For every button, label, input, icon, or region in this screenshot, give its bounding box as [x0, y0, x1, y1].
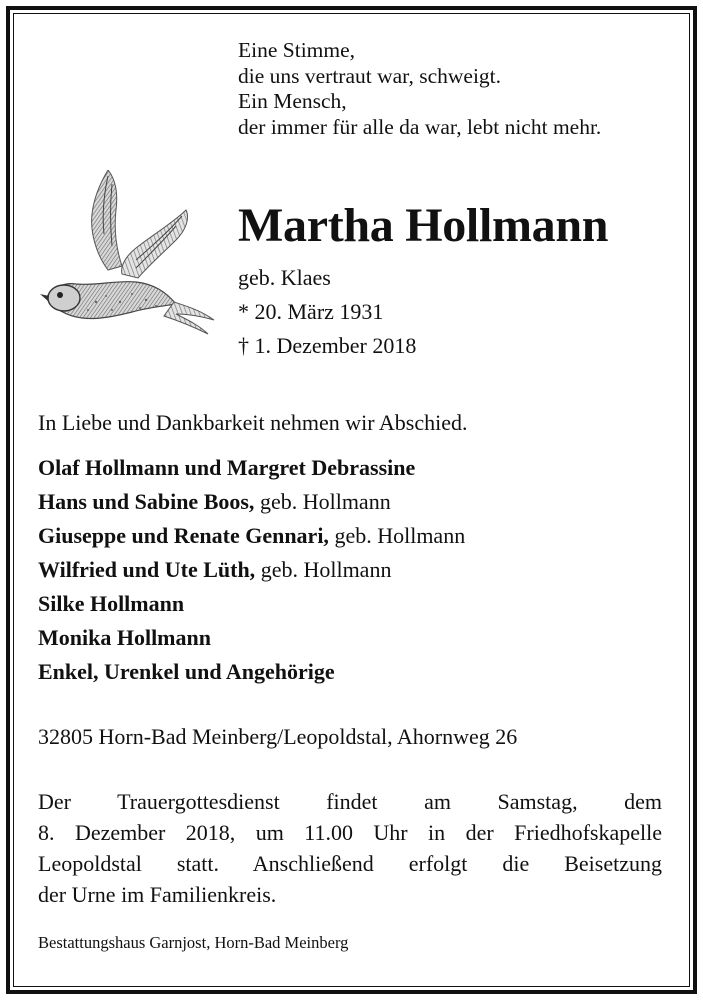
funeral-home: Bestattungshaus Garnjost, Horn-Bad Meinberg — [38, 933, 349, 952]
family-address: 32805 Horn-Bad Meinberg/Leopoldstal, Ahornweg 26 — [38, 724, 518, 749]
memorial-verse — [238, 38, 601, 140]
farewell-line: In Liebe und Dankbarkeit nehmen wir Abschied. — [38, 410, 468, 435]
mourner-entry — [38, 519, 465, 553]
mourner-entry — [38, 621, 465, 655]
verse-line: die uns vertraut war, schweigt. — [238, 63, 502, 88]
mourner-note: geb. Hollmann — [255, 557, 392, 582]
mourner-name: Hans und Sabine Boos, — [38, 489, 255, 514]
mourner-name: Wilfried und Ute Lüth, — [38, 557, 256, 582]
mourners-list — [38, 451, 465, 689]
service-line: 8. Dezember 2018, um 11.00 Uhr in der Friedhofskapelle — [38, 820, 662, 845]
maiden-name: geb. Klaes — [238, 265, 331, 290]
birth-date: * 20. März 1931 — [238, 299, 384, 324]
mourner-entry — [38, 451, 465, 485]
life-dates — [238, 261, 416, 363]
verse-line: Eine Stimme, — [238, 38, 356, 62]
verse-line: Ein Mensch, — [238, 89, 347, 113]
death-date: † 1. Dezember 2018 — [238, 333, 417, 358]
funeral-service-info — [38, 786, 662, 910]
deceased-name: Martha Hollmann — [238, 199, 609, 252]
mourner-name: Silke Hollmann — [38, 591, 185, 616]
mourner-entry — [38, 587, 465, 621]
mourner-name: Giuseppe und Renate Gennari, — [38, 523, 329, 548]
mourner-note: geb. Hollmann — [254, 489, 391, 514]
mourner-entry — [38, 655, 465, 689]
mourner-name: Enkel, Urenkel und Angehörige — [38, 659, 335, 684]
service-line: der Urne im Familienkreis. — [38, 882, 277, 907]
mourner-entry — [38, 485, 465, 519]
mourner-note: geb. Hollmann — [328, 523, 466, 548]
mourner-name: Olaf Hollmann und Margret Debrassine — [38, 455, 416, 480]
verse-line: der immer für alle da war, lebt nicht mehr. — [238, 114, 602, 139]
service-line: Der Trauergottesdienst findet am Samstag, dem — [38, 789, 662, 814]
service-line: Leopoldstal statt. Anschließend erfolgt die Beisetzung — [38, 851, 662, 876]
swallow-bird-icon — [36, 170, 216, 335]
mourner-name: Monika Hollmann — [38, 625, 211, 650]
mourner-entry — [38, 553, 465, 587]
